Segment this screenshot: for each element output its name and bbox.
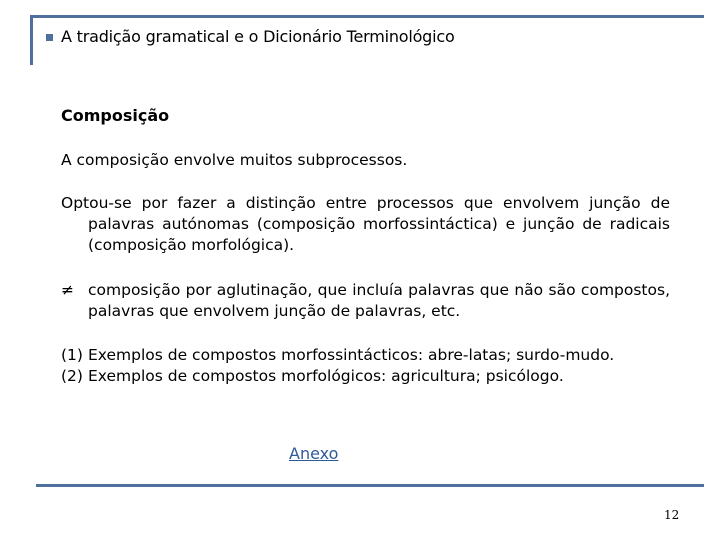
list-item (61, 366, 614, 387)
example-number: (2) (61, 367, 83, 385)
section-heading: Composição (61, 106, 170, 125)
slide-title (46, 27, 455, 47)
slide-title-text: A tradição gramatical e o Dicionário Terminológico (61, 27, 455, 46)
list-item (61, 345, 614, 366)
square-bullet-icon (46, 34, 53, 41)
top-rule (30, 15, 704, 18)
examples-list (61, 345, 614, 387)
anexo-link[interactable]: Anexo (289, 444, 339, 463)
paragraph-aglutinacao (61, 280, 670, 322)
left-rule (30, 15, 33, 65)
example-number: (1) (61, 346, 83, 364)
bottom-rule (36, 484, 704, 487)
not-equal-symbol: ≠ (61, 281, 74, 299)
example-text: Exemplos de compostos morfossintácticos: abre-latas; surdo-mudo. (88, 346, 615, 364)
paragraph-intro: A composição envolve muitos subprocessos. (61, 151, 408, 169)
example-text: Exemplos de compostos morfológicos: agricultura; psicólogo. (88, 367, 564, 385)
paragraph-aglutinacao-text: composição por aglutinação, que incluía palavras que não são compostos, palavras que envolvem junção de palavras, etc. (88, 281, 670, 320)
page-number: 12 (664, 508, 680, 522)
paragraph-distinction: Optou-se por fazer a distinção entre processos que envolvem junção de palavras autónomas (composição morfossintáctica) e junção de radicais (composição morfológica). (61, 194, 670, 254)
